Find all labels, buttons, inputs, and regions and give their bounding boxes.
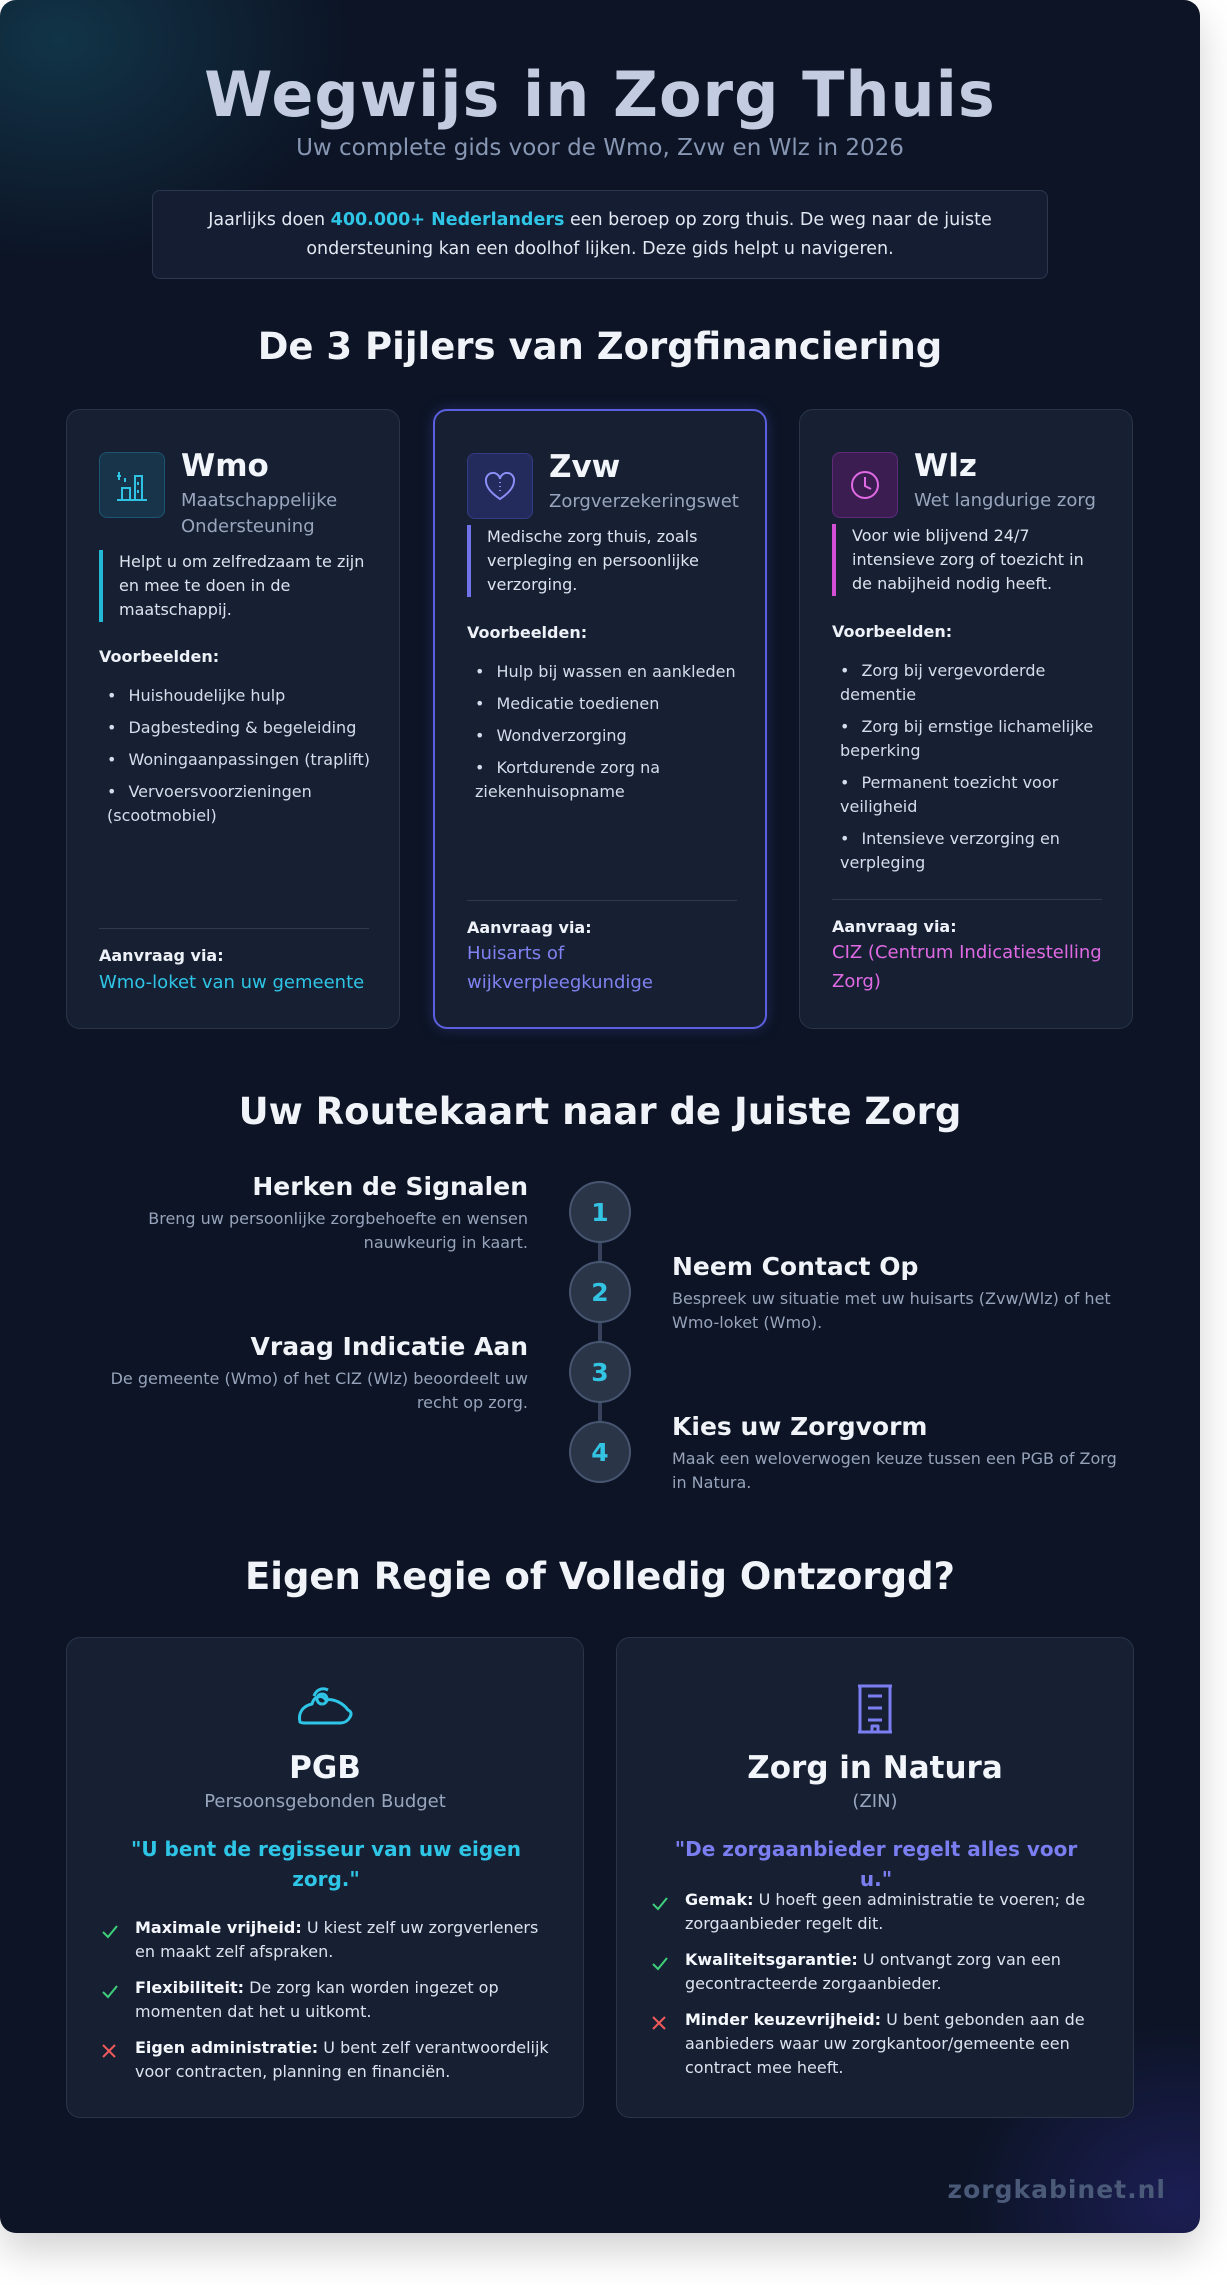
list-item: • Woningaanpassingen (traplift) [107, 750, 370, 769]
check-icon [651, 1894, 669, 1918]
examples-label: Voorbeelden: [832, 622, 953, 641]
request-value: Wmo-loket van uw gemeente [99, 972, 365, 993]
choice-slogan: "U bent de regisseur van uw eigen zorg." [130, 1837, 522, 1891]
route-step-1 [100, 1172, 528, 1255]
pillar-description: Voor wie blijvend 24/7 intensieve zorg of toezicht in de nabijheid nodig heeft. [832, 524, 1102, 596]
divider [832, 899, 1102, 900]
brand-footer: zorgkabinet.nl [947, 2175, 1166, 2204]
choice-card-pgb [66, 1637, 584, 2118]
building-columns-icon [617, 1682, 1133, 1736]
pro-point: Kwaliteitsgarantie: U ontvangt zorg van een gecontracteerde zorgaanbieder. [651, 1948, 1101, 1996]
page-subtitle: Uw complete gids voor de Wmo, Zvw en Wlz in 2026 [296, 135, 904, 161]
request-value: Huisarts of wijkverpleegkundige [467, 943, 653, 993]
examples-label: Voorbeelden: [467, 623, 588, 642]
check-icon [101, 1982, 119, 2006]
check-icon [101, 1922, 119, 1946]
route-step-3 [100, 1332, 528, 1415]
step-title: Kies uw Zorgvorm [672, 1412, 928, 1441]
step-node: 1 [569, 1181, 631, 1243]
pillar-fullname: Zorgverzekeringswet [549, 491, 739, 512]
cross-icon [101, 2042, 117, 2066]
intro-highlight: 400.000+ Nederlanders [330, 209, 565, 230]
list-item: • Zorg bij ernstige lichamelijke beperking [840, 717, 1094, 760]
choice-slogan: "De zorgaanbieder regelt alles voor u." [674, 1837, 1078, 1891]
con-point: Eigen administratie: U bent zelf verantwoordelijk voor contracten, planning en financiën. [101, 2036, 551, 2084]
pillar-name: Zvw [549, 449, 621, 485]
pillar-name: Wlz [914, 448, 977, 484]
intro-text: Jaarlijks doen 400.000+ Nederlanders een beroep op zorg thuis. De weg naar de juiste ondersteuning kan een doolhof lijken. Deze gids helpt u navigeren. [208, 209, 992, 259]
pillars-title: De 3 Pijlers van Zorgfinanciering [257, 325, 943, 368]
step-description: De gemeente (Wmo) of het CIZ (Wlz) beoordeelt uw recht op zorg. [110, 1369, 528, 1412]
heart-pulse-icon [467, 453, 533, 519]
step-title: Neem Contact Op [672, 1252, 919, 1281]
step-description: Bespreek uw situatie met uw huisarts (Zvw/Wlz) of het Wmo-loket (Wmo). [672, 1289, 1111, 1332]
step-description: Breng uw persoonlijke zorgbehoefte en wensen nauwkeurig in kaart. [148, 1209, 528, 1252]
list-item: • Dagbesteding & begeleiding [107, 718, 357, 737]
route-step-2 [672, 1252, 1122, 1335]
list-item: • Hulp bij wassen en aankleden [475, 662, 736, 681]
list-item: • Wondverzorging [475, 726, 627, 745]
list-item: • Kortdurende zorg na ziekenhuisopname [475, 758, 661, 801]
con-point: Minder keuzevrijheid: U bent gebonden aan de aanbieders waar uw zorgkantoor/gemeente een contract mee heeft. [651, 2008, 1101, 2080]
intro-box [152, 190, 1048, 279]
choice-points [651, 1888, 1101, 2092]
pillar-description: Medische zorg thuis, zoals verpleging en persoonlijke verzorging. [467, 525, 737, 597]
page-title: Wegwijs in Zorg Thuis [204, 58, 996, 131]
piggy-bank-icon [67, 1682, 583, 1732]
list-item: • Intensieve verzorging en verpleging [840, 829, 1060, 872]
request-label: Aanvraag via: [99, 946, 224, 965]
pillar-fullname: Wet langdurige zorg [914, 490, 1096, 511]
request-label: Aanvraag via: [467, 918, 592, 937]
pillar-name: Wmo [181, 448, 269, 484]
step-title: Vraag Indicatie Aan [250, 1332, 528, 1361]
step-description: Maak een weloverwogen keuze tussen een PGB of Zorg in Natura. [672, 1449, 1117, 1492]
building-icon [99, 452, 165, 518]
pro-point: Flexibiliteit: De zorg kan worden ingezet op momenten dat het u uitkomt. [101, 1976, 551, 2024]
pro-point: Maximale vrijheid: U kiest zelf uw zorgverleners en maakt zelf afspraken. [101, 1916, 551, 1964]
pillar-fullname: Maatschappelijke Ondersteuning [181, 490, 338, 537]
choice-card-zin [616, 1637, 1134, 2118]
check-icon [651, 1954, 669, 1978]
step-node: 3 [569, 1341, 631, 1403]
examples-label: Voorbeelden: [99, 647, 220, 666]
route-step-4 [672, 1412, 1122, 1495]
choice-fullname: (ZIN) [852, 1791, 898, 1812]
divider [467, 900, 737, 901]
examples-list [467, 660, 739, 812]
cross-icon [651, 2014, 667, 2038]
route-title: Uw Routekaart naar de Juiste Zorg [238, 1090, 962, 1133]
list-item: • Permanent toezicht voor veiligheid [840, 773, 1059, 816]
choice-points [101, 1916, 551, 2096]
request-value: CIZ (Centrum Indicatiestelling Zorg) [832, 942, 1102, 992]
step-node: 2 [569, 1261, 631, 1323]
pillar-card-wmo [66, 409, 400, 1029]
pillar-card-zvw [433, 409, 767, 1029]
step-title: Herken de Signalen [252, 1172, 528, 1201]
list-item: • Zorg bij vergevorderde dementie [840, 661, 1046, 704]
examples-list [832, 659, 1104, 883]
pillar-description: Helpt u om zelfredzaam te zijn en mee te doen in de maatschappij. [99, 550, 369, 622]
choice-fullname: Persoonsgebonden Budget [204, 1791, 446, 1812]
choice-name: PGB [289, 1750, 361, 1786]
pro-point: Gemak: U hoeft geen administratie te voeren; de zorgaanbieder regelt dit. [651, 1888, 1101, 1936]
list-item: • Vervoersvoorzieningen (scootmobiel) [107, 782, 312, 825]
list-item: • Huishoudelijke hulp [107, 686, 286, 705]
pillar-card-wlz [799, 409, 1133, 1029]
choice-title: Eigen Regie of Volledig Ontzorgd? [244, 1555, 956, 1598]
choice-name: Zorg in Natura [747, 1750, 1003, 1786]
list-item: • Medicatie toedienen [475, 694, 660, 713]
clock-icon [832, 452, 898, 518]
request-label: Aanvraag via: [832, 917, 957, 936]
examples-list [99, 684, 371, 836]
divider [99, 928, 369, 929]
step-node: 4 [569, 1421, 631, 1483]
